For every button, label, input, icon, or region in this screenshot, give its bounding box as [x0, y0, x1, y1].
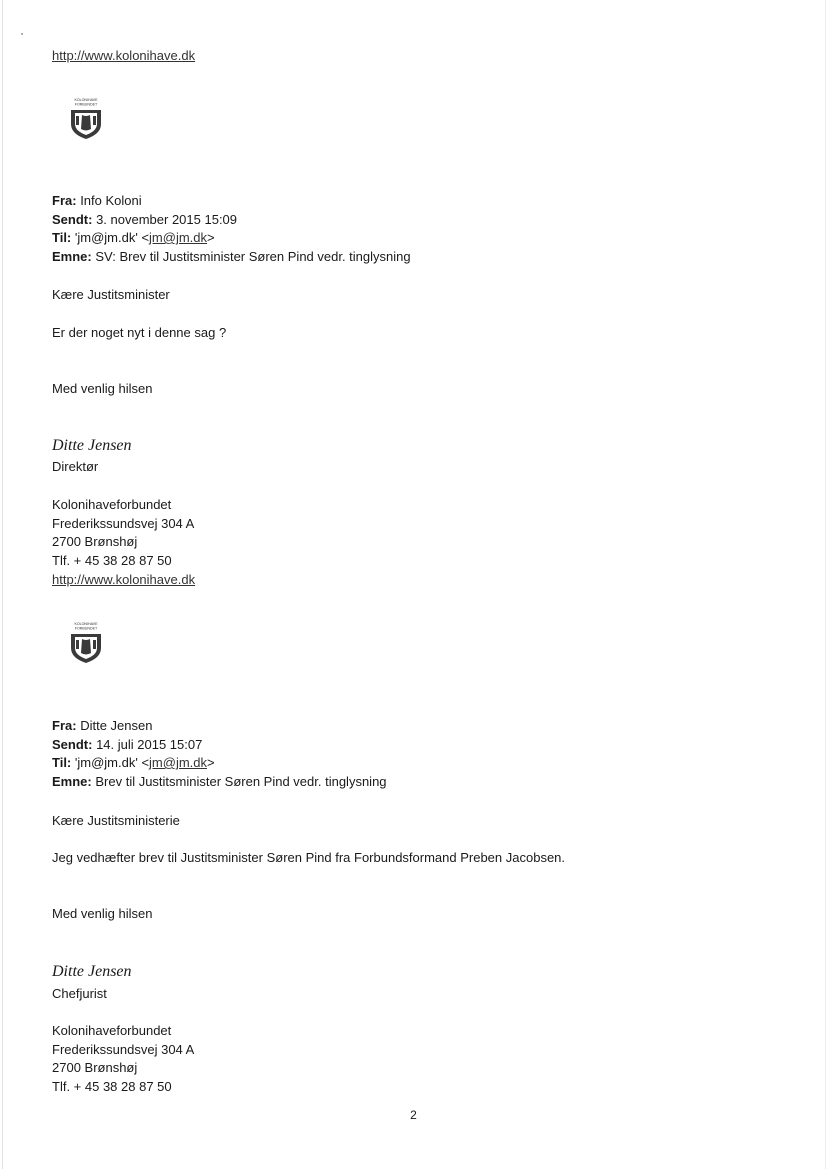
page-number: 2 [410, 1108, 417, 1122]
page-edge-right [825, 0, 826, 1169]
email1-greeting: Kære Justitsminister [52, 287, 170, 302]
email2-greeting: Kære Justitsministerie [52, 813, 180, 828]
logo-top-text: KOLONIHAVE [74, 622, 98, 626]
kolonihave-logo [66, 96, 106, 140]
email1-closing: Med venlig hilsen [52, 381, 153, 396]
kolonihave-logo [66, 620, 106, 664]
logo-bottom-text: FORBUNDET [74, 102, 98, 107]
email2-body: Jeg vedhæfter brev til Justitsminister Søren Pind fra Forbundsformand Preben Jacobsen. [52, 850, 566, 865]
page-edge-left [2, 0, 3, 1169]
email1-phone: Tlf. + 45 38 28 87 50 [52, 553, 172, 568]
email2-phone: Tlf. + 45 38 28 87 50 [52, 1079, 172, 1094]
email1-city: 2700 Brønshøj [52, 534, 138, 549]
top-url-link[interactable]: http://www.kolonihave.dk [52, 48, 196, 63]
email1-to: Til: 'jm@jm.dk' <jm@jm.dk> [52, 230, 215, 245]
email1-sent: Sendt: 3. november 2015 15:09 [52, 212, 238, 227]
email1-to-link[interactable]: jm@jm.dk [149, 230, 208, 245]
email2-subject: Emne: Brev til Justitsminister Søren Pind vedr. tinglysning [52, 774, 387, 789]
email2-from: Fra: Ditte Jensen [52, 718, 153, 733]
email1-subject: Emne: SV: Brev til Justitsminister Søren Pind vedr. tinglysning [52, 249, 411, 264]
email2-signature: Ditte Jensen [52, 963, 132, 980]
email2-closing: Med venlig hilsen [52, 906, 153, 921]
email2-sent: Sendt: 14. juli 2015 15:07 [52, 737, 203, 752]
email2-title: Chefjurist [52, 986, 107, 1001]
logo-top-text: KOLONIHAVE [74, 98, 98, 102]
email2-city: 2700 Brønshøj [52, 1060, 138, 1075]
email1-url-link[interactable]: http://www.kolonihave.dk [52, 572, 196, 587]
email2-to-link[interactable]: jm@jm.dk [149, 755, 208, 770]
scan-mark [21, 33, 23, 35]
email1-body: Er der noget nyt i denne sag ? [52, 325, 227, 340]
email2-to: Til: 'jm@jm.dk' <jm@jm.dk> [52, 755, 215, 770]
email2-org: Kolonihaveforbundet [52, 1023, 172, 1038]
email1-title: Direktør [52, 459, 99, 474]
email1-org: Kolonihaveforbundet [52, 497, 172, 512]
email2-address: Frederikssundsvej 304 A [52, 1042, 195, 1057]
email1-signature: Ditte Jensen [52, 437, 132, 454]
email1-address: Frederikssundsvej 304 A [52, 516, 195, 531]
email1-from: Fra: Info Koloni [52, 193, 142, 208]
logo-bottom-text: FORBUNDET [74, 626, 98, 631]
